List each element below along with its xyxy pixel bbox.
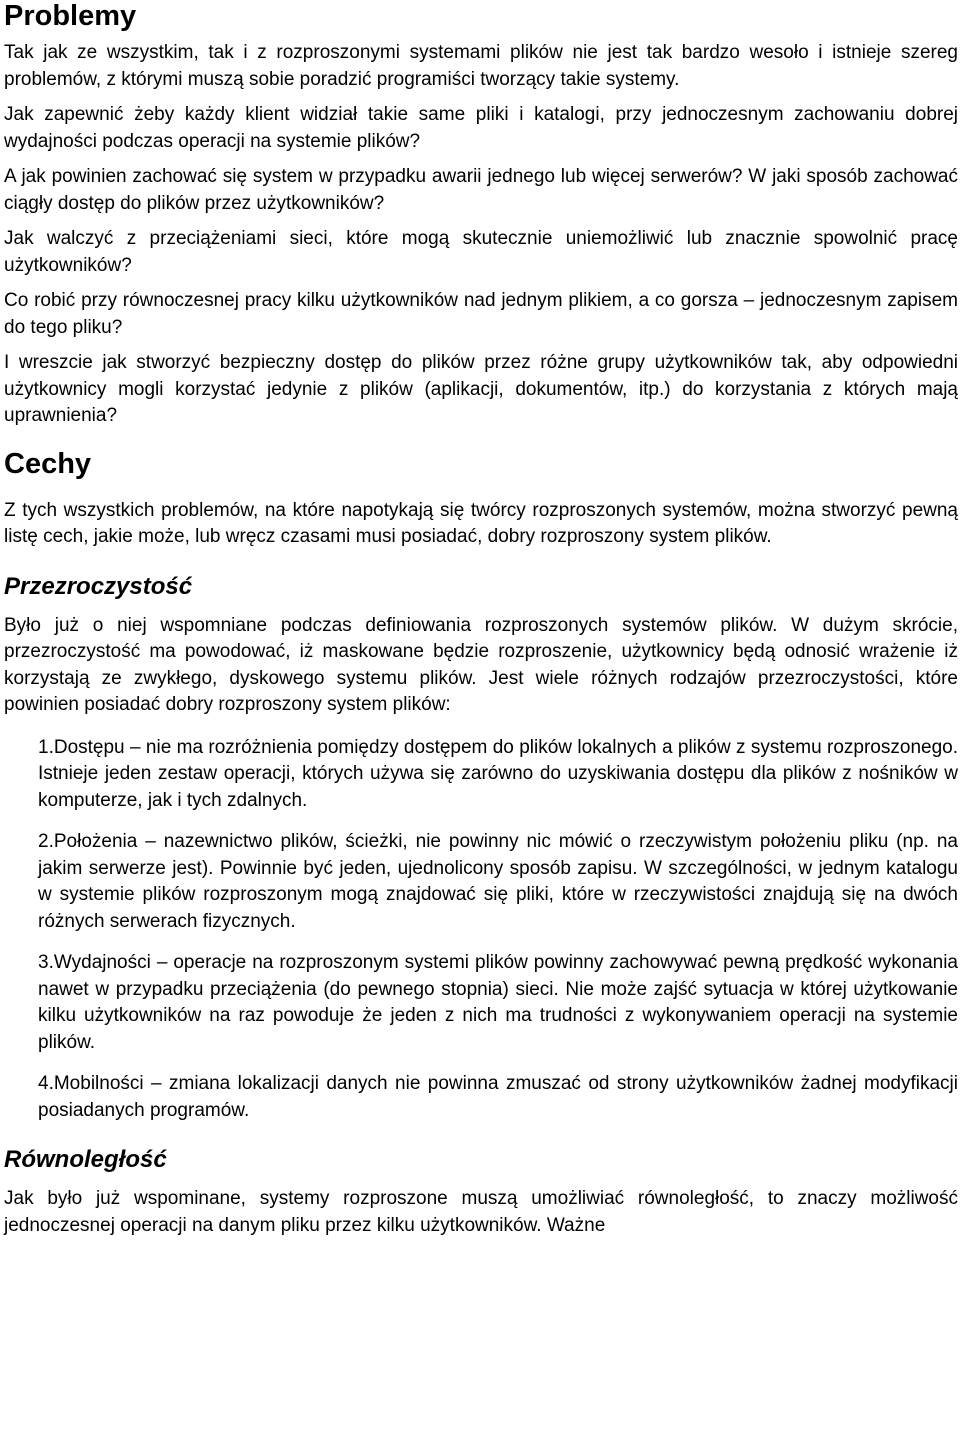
- list-item: [38, 735, 958, 815]
- heading-przezroczystosc: Przezroczystość: [4, 572, 193, 600]
- paragraph: Jak zapewnić żeby każdy klient widział takie same pliki i katalogi, przy jednoczesnym zachowaniu dobrej wydajności podczas operacji na systemie plików?: [4, 104, 958, 152]
- list-text: Położenia – nazewnictwo plików, ścieżki, nie powinny nic mówić o rzeczywistym położeniu pliku (np. na jakim serwerze jest). Powinnie być jeden, ujednolicony sposób zapisu. W szczególności, w jednym katalogu w systemie plików rozproszonym mogą znajdować się pliki, które w rzeczywistości znajdują się na dwóch różnych serwerach fizycznych.: [38, 831, 958, 932]
- heading-rownoleglosc: Równoległość: [4, 1146, 167, 1173]
- paragraph: I wreszcie jak stworzyć bezpieczny dostęp do plików przez różne grupy użytkowników tak, aby odpowiedni użytkownicy mogli korzystać jedynie z plików (aplikacji, dokumentów, itp.) do korzystania z których mają uprawnienia?: [4, 352, 958, 426]
- list-text: Dostępu – nie ma rozróżnienia pomiędzy dostępem do plików lokalnych a plików z systemu rozproszonego. Istnieje jeden zestaw operacji, których używa się zarówno do uzyskiwania dostępu dla plików z nośników w komputerze, jak i tych zdalnych.: [38, 736, 958, 811]
- list-item: [38, 829, 958, 935]
- list-item: [38, 950, 958, 1056]
- list-text: Wydajności – operacje na rozproszonym systemi plików powinny zachowywać pewną prędkość wykonania nawet w przypadku przeciążenia (do pewnego stopnia) sieci. Nie może zajść sytuacja w której użytkowanie kilku użytkowników na raz powoduje że jeden z nich ma trudności z wykonywaniem operacji na systemie plików.: [38, 952, 958, 1053]
- list-number: 4.: [38, 1073, 54, 1094]
- paragraph: Tak jak ze wszystkim, tak i z rozproszonymi systemami plików nie jest tak bardzo wesoło i istnieje szereg problemów, z którymi muszą sobie poradzić programiści tworzący takie systemy.: [4, 42, 958, 90]
- paragraph: A jak powinien zachować się system w przypadku awarii jednego lub więcej serwerów? W jaki sposób zachować ciągły dostęp do plików przez użytkowników?: [4, 166, 958, 214]
- list-number: 1.: [38, 736, 54, 758]
- list-number: 2.: [38, 831, 54, 852]
- list-text: Mobilności – zmiana lokalizacji danych nie powinna zmuszać od strony użytkowników żadnej modyfikacji posiadanych programów.: [38, 1073, 958, 1121]
- heading-cechy: Cechy: [4, 447, 92, 480]
- paragraph: Z tych wszystkich problemów, na które napotykają się twórcy rozproszonych systemów, można stworzyć pewną listę cech, jakie może, lub wręcz czasami musi posiadać, dobry rozproszony system plików.: [4, 499, 958, 547]
- heading-problemy: Problemy: [4, 0, 137, 32]
- list-item: [38, 1071, 958, 1124]
- transparency-list: [4, 735, 958, 1125]
- paragraph: Było już o niej wspomniane podczas definiowania rozproszonych systemów plików. W dużym skrócie, przezroczystość ma powodować, iż maskowane będzie rozproszenie, użytkownicy będą odnosić wrażenie iż korzystają ze zwykłego, dyskowego systemu plików. Jest wiele różnych rodzajów przezroczystości, które powinien posiadać dobry rozproszony system plików:: [4, 614, 958, 715]
- list-number: 3.: [38, 952, 54, 973]
- paragraph: Jak walczyć z przeciążeniami sieci, które mogą skutecznie uniemożliwić lub znacznie spowolnić pracę użytkowników?: [4, 228, 958, 276]
- document-page: [4, 0, 958, 1248]
- paragraph: Co robić przy równoczesnej pracy kilku użytkowników nad jednym plikiem, a co gorsza – jednoczesnym zapisem do tego pliku?: [4, 290, 958, 338]
- paragraph: Jak było już wspominane, systemy rozproszone muszą umożliwiać równoległość, to znaczy możliwość jednoczesnej operacji na danym pliku przez kilku użytkowników. Ważne: [4, 1188, 958, 1236]
